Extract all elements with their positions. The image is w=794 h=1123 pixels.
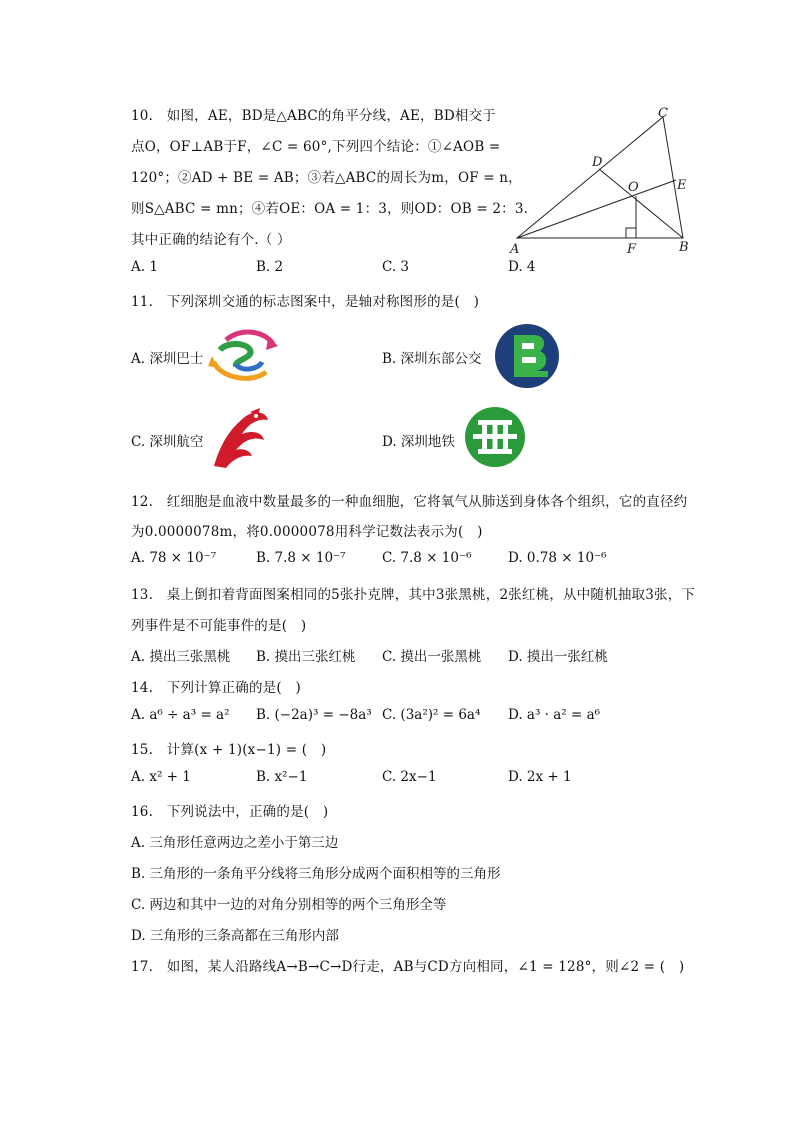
q15-option-c[interactable]: C. 2x−1 — [382, 769, 437, 785]
q14-option-b[interactable]: B. (−2a)³ = −8a³ — [256, 707, 372, 723]
q13-line-2: 列事件是不可能事件的是( ) — [131, 618, 307, 634]
label-d: D — [592, 155, 603, 170]
triangle-figure — [500, 100, 700, 260]
q12-option-b[interactable]: B. 7.8 × 10⁻⁷ — [256, 550, 346, 566]
q15-stem: 15. 计算(x + 1)(x−1) = ( ) — [131, 742, 327, 758]
label-e: E — [677, 178, 687, 193]
q13-option-b[interactable]: B. 摸出三张红桃 — [256, 649, 356, 665]
q16-option-c[interactable]: C. 两边和其中一边的对角分别相等的两个三角形全等 — [131, 897, 447, 913]
q13-option-d[interactable]: D. 摸出一张红桃 — [508, 649, 608, 665]
label-a: A — [510, 242, 520, 257]
q10-line-1: 10. 如图，AE，BD是△ABC的角平分线，AE，BD相交于 — [131, 108, 496, 124]
q11-option-c[interactable]: C. 深圳航空 — [131, 434, 204, 450]
q10-line-5: 其中正确的结论有个.（ ） — [131, 232, 291, 248]
q14-option-a[interactable]: A. a⁶ ÷ a³ = a² — [131, 707, 230, 723]
q12-option-c[interactable]: C. 7.8 × 10⁻⁶ — [382, 550, 472, 566]
q10-line-2: 点O，OF⊥AB于F，∠C = 60°,下列四个结论：①∠AOB = — [131, 139, 501, 155]
q13-option-a[interactable]: A. 摸出三张黑桃 — [131, 649, 231, 665]
shenzhen-metro-logo-icon — [464, 406, 526, 468]
q14-option-d[interactable]: D. a³ · a² = a⁶ — [508, 707, 601, 723]
q12-option-d[interactable]: D. 0.78 × 10⁻⁶ — [508, 550, 607, 566]
q12-line-1: 12. 红细胞是血液中数量最多的一种血细胞，它将氧气从肺送到身体各个组织，它的直径约 — [131, 494, 688, 510]
q11-option-b[interactable]: B. 深圳东部公交 — [382, 351, 482, 367]
q12-line-2: 为0.0000078m，将0.0000078用科学记数法表示为( ) — [131, 524, 483, 540]
label-o: O — [628, 180, 639, 195]
q14-stem: 14. 下列计算正确的是( ) — [131, 680, 302, 696]
shenzhen-eastern-bus-logo-icon — [494, 323, 560, 389]
label-f: F — [627, 242, 637, 257]
label-c: C — [658, 106, 668, 121]
q10-line-4: 则S△ABC = mn；④若OE：OA = 1：3，则OD：OB = 2：3. — [131, 201, 529, 217]
q13-line-1: 13. 桌上倒扣着背面图案相同的5张扑克牌，其中3张黑桃，2张红桃，从中随机抽取3张，下 — [131, 587, 696, 603]
q16-option-b[interactable]: B. 三角形的一条角平分线将三角形分成两个面积相等的三角形 — [131, 866, 501, 882]
q11-option-d[interactable]: D. 深圳地铁 — [382, 434, 455, 450]
right-angle-mark — [626, 228, 636, 238]
shenzhen-airlines-logo-icon — [206, 406, 276, 472]
shenzhen-bus-logo-icon — [206, 328, 284, 384]
q10-option-c[interactable]: C. 3 — [382, 259, 410, 275]
q13-option-c[interactable]: C. 摸出一张黑桃 — [382, 649, 482, 665]
triangle-abc — [517, 117, 683, 238]
q15-option-a[interactable]: A. x² + 1 — [131, 769, 191, 785]
q16-option-a[interactable]: A. 三角形任意两边之差小于第三边 — [131, 835, 339, 851]
q11-option-a[interactable]: A. 深圳巴士 — [131, 351, 204, 367]
q17-stem: 17. 如图，某人沿路线A→B→C→D行走，AB与CD方向相同，∠1 = 128°，则∠2 = ( ) — [131, 959, 685, 975]
label-b: B — [679, 240, 689, 255]
bisector-ae — [517, 180, 676, 238]
q14-option-c[interactable]: C. (3a²)² = 6a⁴ — [382, 707, 481, 723]
q15-option-b[interactable]: B. x²−1 — [256, 769, 308, 785]
q16-stem: 16. 下列说法中，正确的是( ) — [131, 804, 329, 820]
q10-option-d[interactable]: D. 4 — [508, 259, 536, 275]
q15-option-d[interactable]: D. 2x + 1 — [508, 769, 572, 785]
q10-option-b[interactable]: B. 2 — [256, 259, 284, 275]
q10-line-3: 120°；②AD + BE = AB；③若△ABC的周长为m，OF = n， — [131, 170, 522, 186]
q12-option-a[interactable]: A. 78 × 10⁻⁷ — [131, 550, 217, 566]
q16-option-d[interactable]: D. 三角形的三条高都在三角形内部 — [131, 928, 339, 944]
q11-stem: 11. 下列深圳交通的标志图案中，是轴对称图形的是( ) — [131, 294, 480, 310]
q10-option-a[interactable]: A. 1 — [131, 259, 158, 275]
